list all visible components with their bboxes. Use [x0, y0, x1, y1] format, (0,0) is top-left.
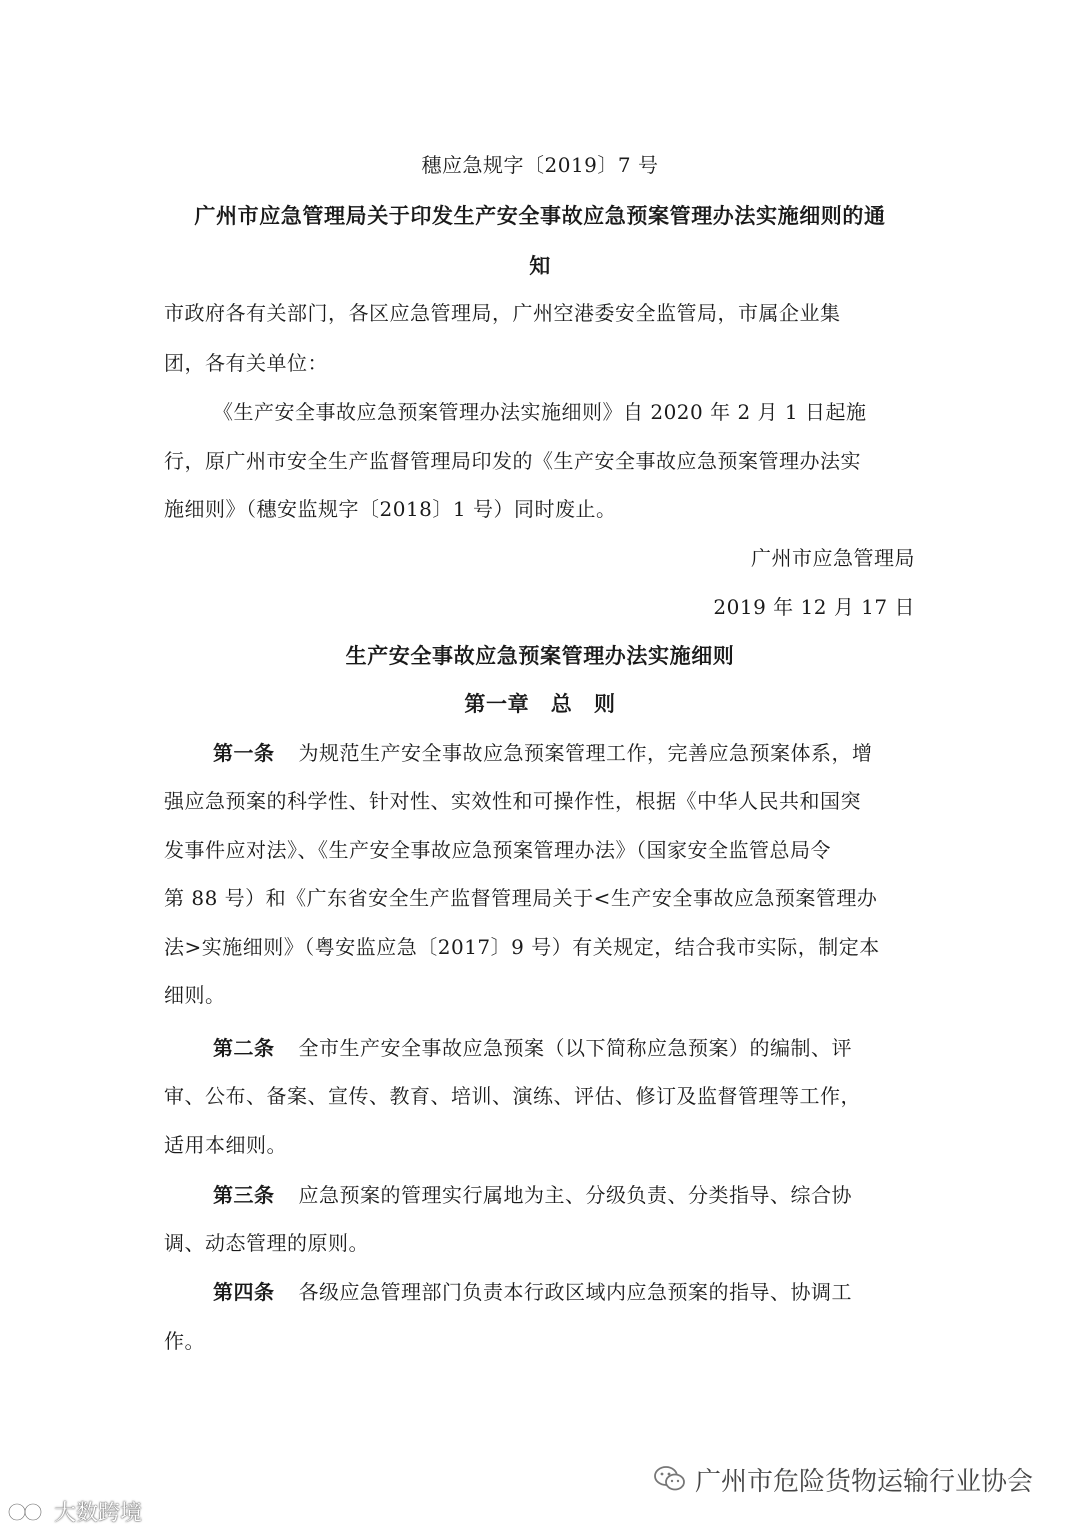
wechat-watermark — [653, 1462, 1033, 1496]
article-line: 第 88 号）和《广东省安全生产监督管理局关于<生产安全事故应急预案管理办 — [164, 886, 878, 910]
corner-logo-text: 大数跨境 — [54, 1501, 143, 1526]
article-3-first-line — [213, 1183, 852, 1207]
corner-logo-watermark — [6, 1496, 142, 1527]
chapter-title: 第一章 总 则 — [464, 691, 616, 716]
article-text: 为规范生产安全事故应急预案管理工作，完善应急预案体系，增 — [298, 741, 873, 765]
addressees-line-1: 市政府各有关部门，各区应急管理局，广州空港委安全监管局，市属企业集 — [164, 301, 841, 325]
body-line-2: 行，原广州市安全生产监督管理局印发的《生产安全事故应急预案管理办法实 — [164, 449, 861, 473]
article-1-first-line — [213, 741, 873, 765]
wechat-icon — [653, 1464, 687, 1494]
article-label: 第二条 — [213, 1036, 275, 1060]
addressees-line-2: 团，各有关单位： — [164, 351, 328, 375]
notice-title-line-2: 知 — [529, 253, 551, 278]
signatory: 广州市应急管理局 — [751, 546, 915, 570]
article-text: 各级应急管理部门负责本行政区域内应急预案的指导、协调工 — [298, 1280, 852, 1304]
article-line: 审、公布、备案、宣传、教育、培训、演练、评估、修订及监督管理等工作， — [164, 1084, 861, 1108]
doc-number: 穗应急规字〔2019〕7 号 — [421, 153, 659, 177]
issue-date: 2019 年 12 月 17 日 — [713, 595, 915, 619]
article-line: 发事件应对法》、《生产安全事故应急预案管理办法》（国家安全监管总局令 — [164, 838, 831, 862]
article-label: 第三条 — [213, 1183, 275, 1207]
article-line: 调、动态管理的原则。 — [164, 1231, 369, 1255]
article-line: 细则。 — [164, 983, 226, 1007]
article-line: 作。 — [164, 1329, 205, 1353]
article-text: 全市生产安全事故应急预案（以下简称应急预案）的编制、评 — [298, 1036, 852, 1060]
logo-icon — [6, 1501, 50, 1523]
article-line: 法>实施细则》（粤安监应急〔2017〕9 号）有关规定，结合我市实际，制定本 — [164, 935, 880, 959]
wechat-account-name: 广州市危险货物运输行业协会 — [695, 1466, 1034, 1497]
article-line: 适用本细则。 — [164, 1133, 287, 1157]
article-2-first-line — [213, 1036, 852, 1060]
article-label: 第四条 — [213, 1280, 275, 1304]
body-line-1: 《生产安全事故应急预案管理办法实施细则》自 2020 年 2 月 1 日起施 — [213, 400, 867, 424]
body-line-3: 施细则》（穗安监规字〔2018〕1 号）同时废止。 — [164, 497, 617, 521]
article-4-first-line — [213, 1280, 852, 1304]
article-line: 强应急预案的科学性、针对性、实效性和可操作性，根据《中华人民共和国突 — [164, 789, 861, 813]
notice-title-line-1: 广州市应急管理局关于印发生产安全事故应急预案管理办法实施细则的通 — [194, 203, 886, 228]
rules-title: 生产安全事故应急预案管理办法实施细则 — [345, 643, 735, 668]
article-label: 第一条 — [213, 741, 275, 765]
article-text: 应急预案的管理实行属地为主、分级负责、分类指导、综合协 — [298, 1183, 852, 1207]
